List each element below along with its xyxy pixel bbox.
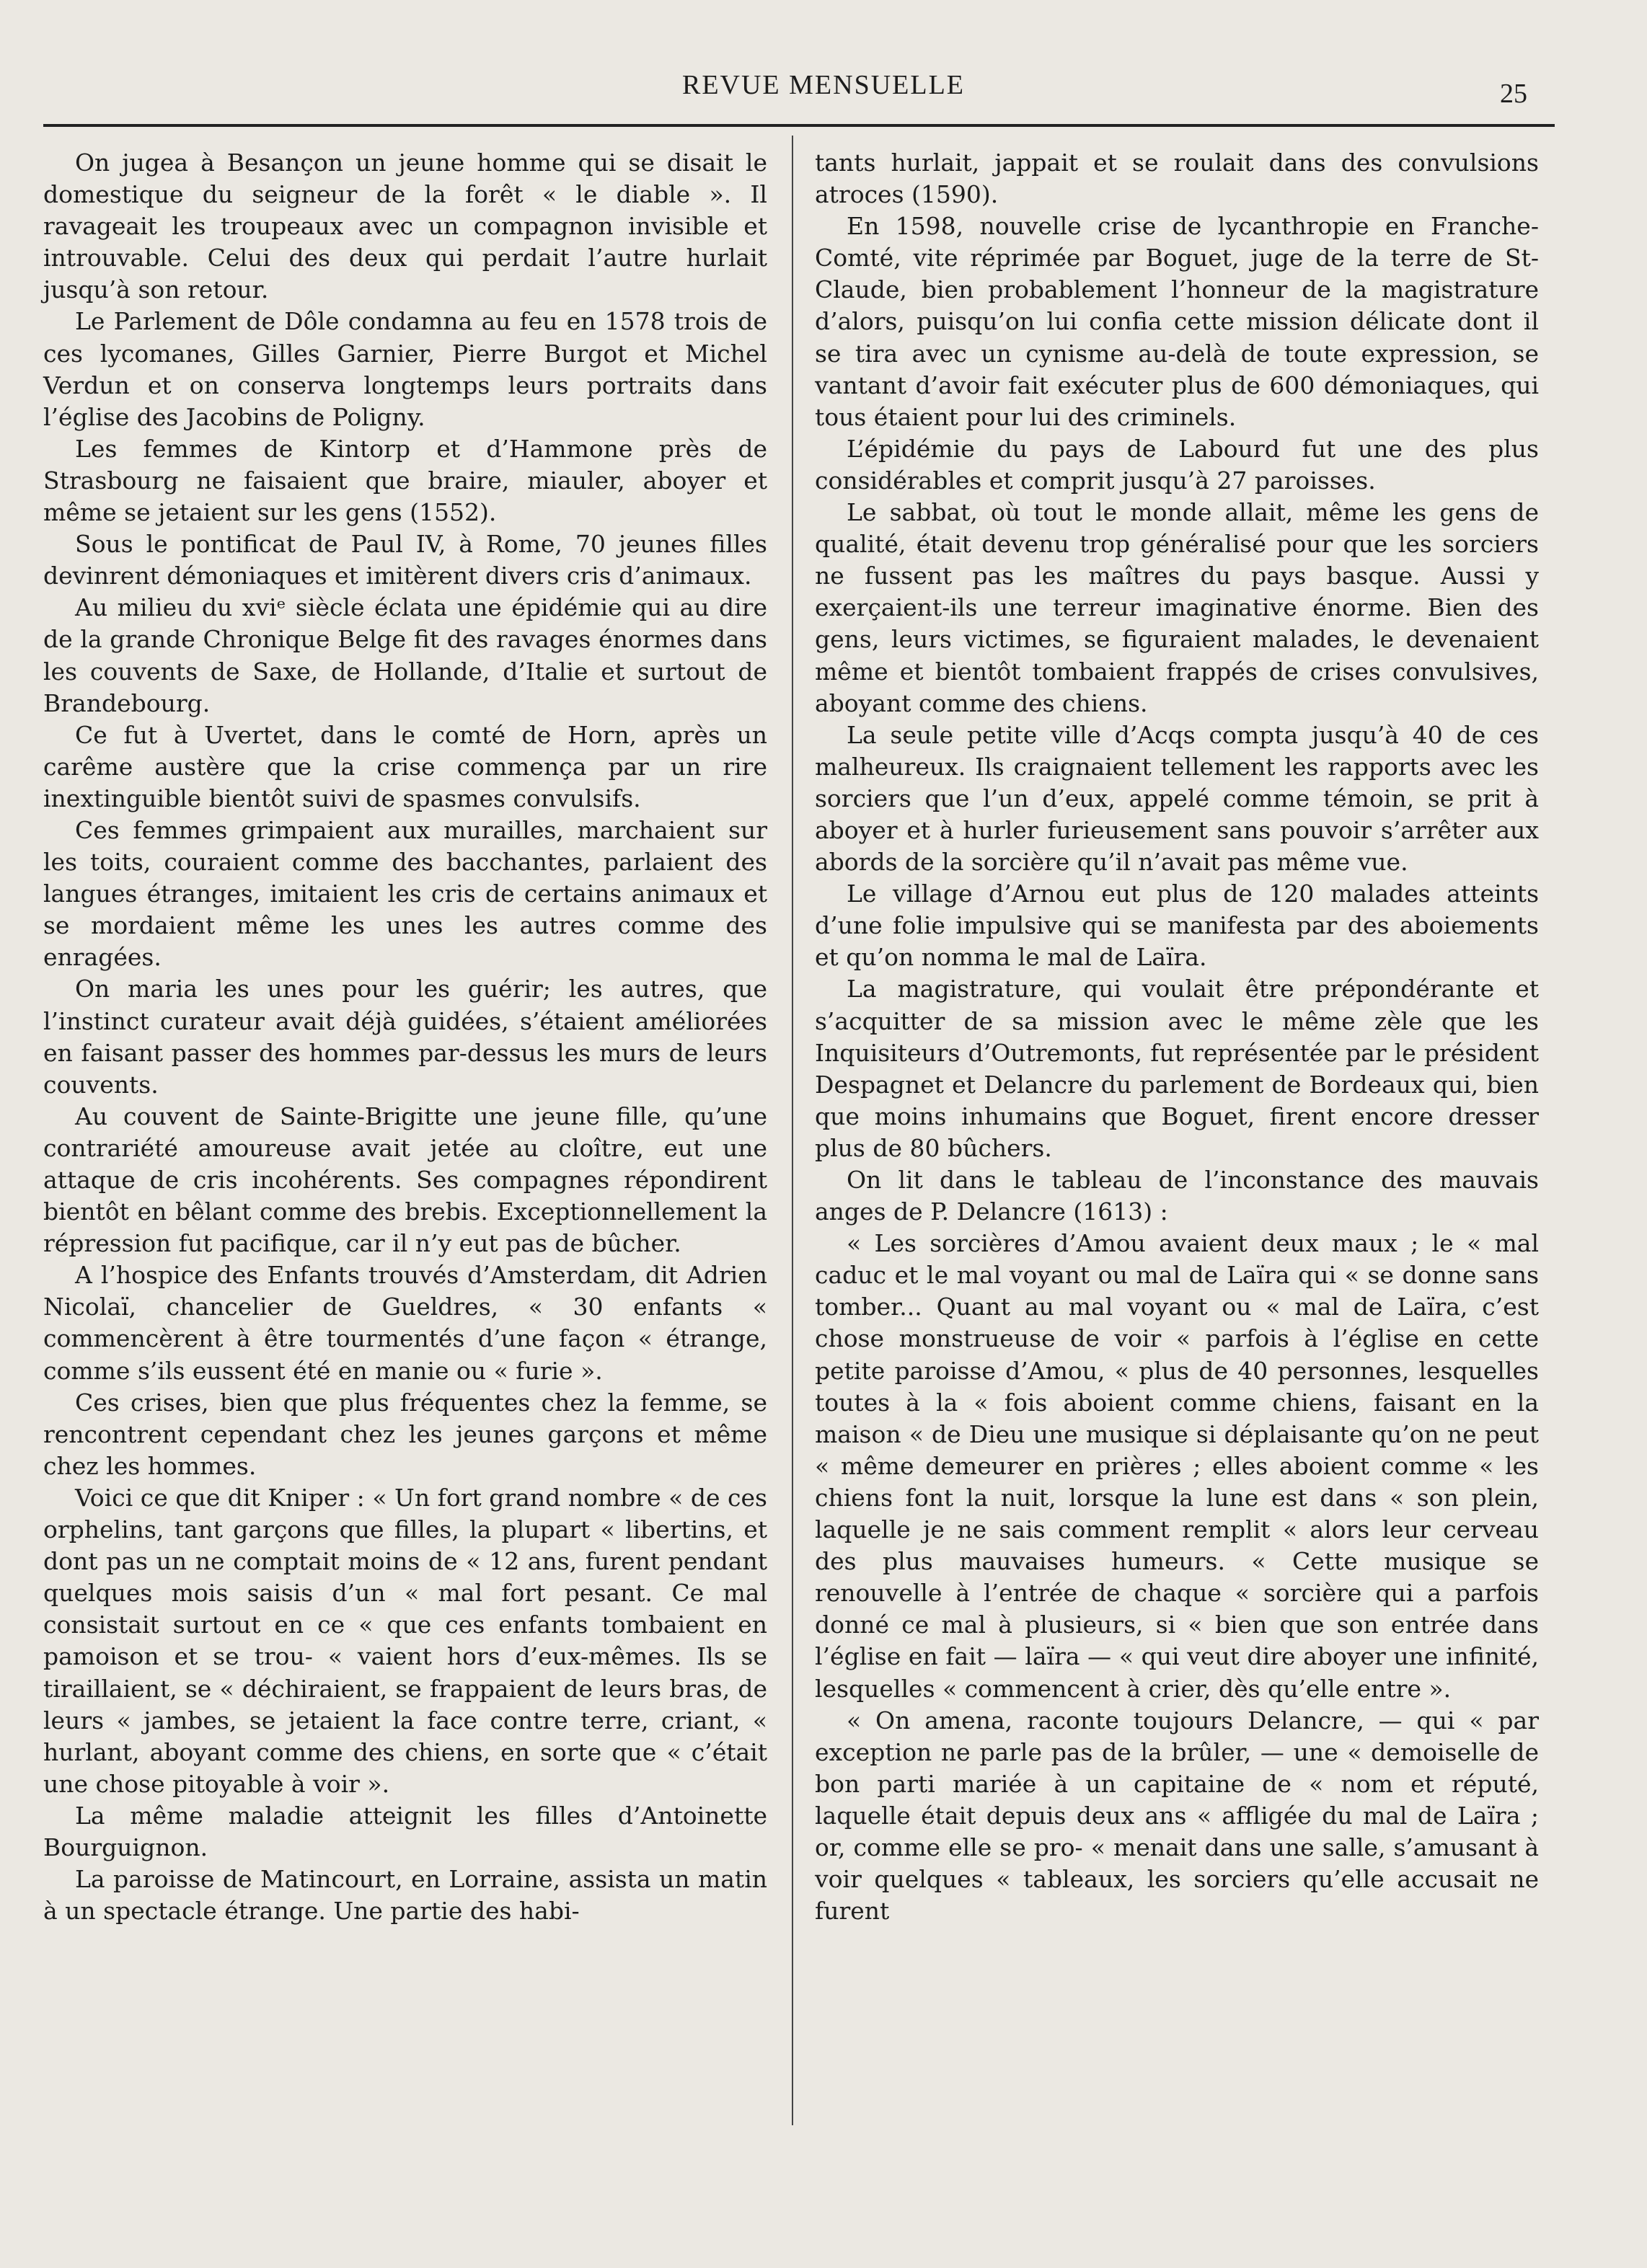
paragraph: La seule petite ville d’Acqs compta jusqu’à 40 de ces malheureux. Ils craignaient tellement les rapports avec les sorciers que l’un d’eux, appelé comme témoin, se prit à aboyer et à hurler furieusement sans pouvoir s’arrêter aux abords de la sorcière qu’il n’avait pas même vue. [815, 720, 1539, 877]
left-column [43, 147, 767, 1927]
page-number: 25 [1500, 79, 1527, 109]
paragraph: On lit dans le tableau de l’inconstance des mauvais anges de P. Delancre (1613) : [815, 1166, 1539, 1226]
column-divider [792, 136, 793, 2125]
header-rule [43, 124, 1555, 127]
paragraph: Le sabbat, où tout le monde allait, même les gens de qualité, était devenu trop généralisé pour que les sorciers ne fussent pas les maîtres du pays basque. Aussi y exerçaient-ils une terreur imaginative énorme. Bien des gens, leurs victimes, se figuraient malades, le devenaient même et bientôt tombaient frappés de crises convulsives, aboyant comme des chiens. [815, 498, 1539, 717]
paragraph: Au couvent de Sainte-Brigitte une jeune fille, qu’une contrariété amoureuse avait jetée au cloître, eut une attaque de cris incohérents. Ses compagnes répondirent bientôt en bêlant comme des brebis. Exceptionnellement la répression fut pacifique, car il n’y eut pas de bûcher. [43, 1102, 767, 1258]
paragraph: L’épidémie du pays de Labourd fut une des plus considérables et comprit jusqu’à 27 paroisses. [815, 434, 1539, 495]
paragraph: En 1598, nouvelle crise de lycanthropie en Franche-Comté, vite réprimée par Boguet, juge de la terre de St-Claude, bien probablement l’honneur de la magistrature d’alors, puisqu’on lui confia cette mission délicate dont il se tira avec un cynisme au-delà de toute expression, se vantant d’avoir fait exécuter plus de 600 démoniaques, qui tous étaient pour lui des criminels. [815, 212, 1539, 431]
paragraph: Le Parlement de Dôle condamna au feu en 1578 trois de ces lycomanes, Gilles Garnier, Pierre Burgot et Michel Verdun et on conserva longtemps leurs portraits dans l’église des Jacobins de Poligny. [43, 307, 767, 431]
paragraph: Sous le pontificat de Paul IV, à Rome, 70 jeunes filles devinrent démoniaques et imitèrent divers cris d’animaux. [43, 530, 767, 590]
right-column [815, 147, 1539, 1927]
quotation: « On amena, raconte toujours Delancre, — qui « par exception ne parle pas de la brûler, — une « demoiselle de bon parti mariée à un capitaine de « nom et réputé, laquelle était depuis deux ans « affligée du mal de Laïra ; or, comme elle se pro- « menait dans une salle, s’amusant à voir quelques « tableaux, les sorciers qu’elle accusait ne furent [815, 1706, 1539, 1926]
paragraph: La magistrature, qui voulait être prépondérante et s’acquitter de sa mission avec le même zèle que les Inquisiteurs d’Outremonts, fut représentée par le président Despagnet et Delancre du parlement de Bordeaux qui, bien que moins inhumains que Boguet, firent encore dresser plus de 80 bûchers. [815, 975, 1539, 1162]
quotation: « Les sorcières d’Amou avaient deux maux ; le « mal caduc et le mal voyant ou mal de Laïra qui « se donne sans tomber... Quant au mal voyant ou « mal de Laïra, c’est chose monstrueuse de voir « parfois à l’église en cette petite paroisse d’Amou, « plus de 40 personnes, lesquelles toutes à la « fois aboient comme chiens, faisant en la maison « de Dieu une musique si déplaisante qu’on ne peut « même demeurer en prières ; elles aboient comme « les chiens font la nuit, lorsque la lune est dans « son plein, laquelle je ne sais comment remplit « alors leur cerveau des plus mauvaises humeurs. « Cette musique se renouvelle à l’entrée de chaque « sorcière qui a parfois donné ce mal à plusieurs, si « bien que son entrée dans l’église en fait — laïra — « qui veut dire aboyer une infinité, lesquelles « commencent à crier, dès qu’elle entre ». [815, 1229, 1539, 1703]
paragraph: On maria les unes pour les guérir; les autres, que l’instinct curateur avait déjà guidées, s’étaient améliorées en faisant passer des hommes par-dessus les murs de leurs couvents. [43, 975, 767, 1099]
paragraph: Ces femmes grimpaient aux murailles, marchaient sur les toits, couraient comme des bacchantes, parlaient des langues étranges, imitaient les cris de certains animaux et se mordaient même les unes les autres comme des enragées. [43, 815, 767, 972]
paragraph: Voici ce que dit Kniper : « Un fort grand nombre « de ces orphelins, tant garçons que filles, la plupart « libertins, et dont pas un ne comptait moins de « 12 ans, furent pendant quelques mois saisis d’un « mal fort pesant. Ce mal consistait surtout en ce « que ces enfants tombaient en pamoison et se trou- « vaient hors d’eux-mêmes. Ils se tiraillaient, se « déchiraient, se frappaient de leurs bras, de leurs « jambes, se jetaient la face contre terre, criant, « hurlant, aboyant comme des chiens, en sorte que « c’était une chose pitoyable à voir ». [43, 1483, 767, 1798]
paragraph: A l’hospice des Enfants trouvés d’Amsterdam, dit Adrien Nicolaï, chancelier de Gueldres, « 30 enfants « commencèrent à être tourmentés d’une façon « étrange, comme s’ils eussent été en manie ou « furie ». [43, 1261, 767, 1385]
paragraph: Le village d’Arnou eut plus de 120 malades atteints d’une folie impulsive qui se manifesta par des aboiements et qu’on nomma le mal de Laïra. [815, 880, 1539, 972]
paragraph: La paroisse de Matincourt, en Lorraine, assista un matin à un spectacle étrange. Une partie des habi- [43, 1865, 767, 1926]
paragraph: On jugea à Besançon un jeune homme qui se disait le domestique du seigneur de la forêt « le diable ». Il ravageait les troupeaux avec un compagnon invisible et introuvable. Celui des deux qui perdait l’autre hurlait jusqu’à son retour. [43, 149, 767, 304]
paragraph: Les femmes de Kintorp et d’Hammone près de Strasbourg ne faisaient que braire, miauler, aboyer et même se jetaient sur les gens (1552). [43, 434, 767, 527]
paragraph: Au milieu du xviᵉ siècle éclata une épidémie qui au dire de la grande Chronique Belge fit des ravages énormes dans les couvents de Saxe, de Hollande, d’Italie et surtout de Brandebourg. [43, 593, 767, 717]
paragraph: Ces crises, bien que plus fréquentes chez la femme, se rencontrent cependant chez les jeunes garçons et même chez les hommes. [43, 1388, 767, 1480]
paragraph: La même maladie atteignit les filles d’Antoinette Bourguignon. [43, 1801, 767, 1861]
paragraph: Ce fut à Uvertet, dans le comté de Horn, après un carême austère que la crise commença par un rire inextinguible bientôt suivi de spasmes convulsifs. [43, 720, 767, 812]
running-title: REVUE MENSUELLE [681, 70, 966, 100]
paragraph-continuation: tants hurlait, jappait et se roulait dans des convulsions atroces (1590). [815, 149, 1539, 209]
page-header [0, 0, 1647, 137]
